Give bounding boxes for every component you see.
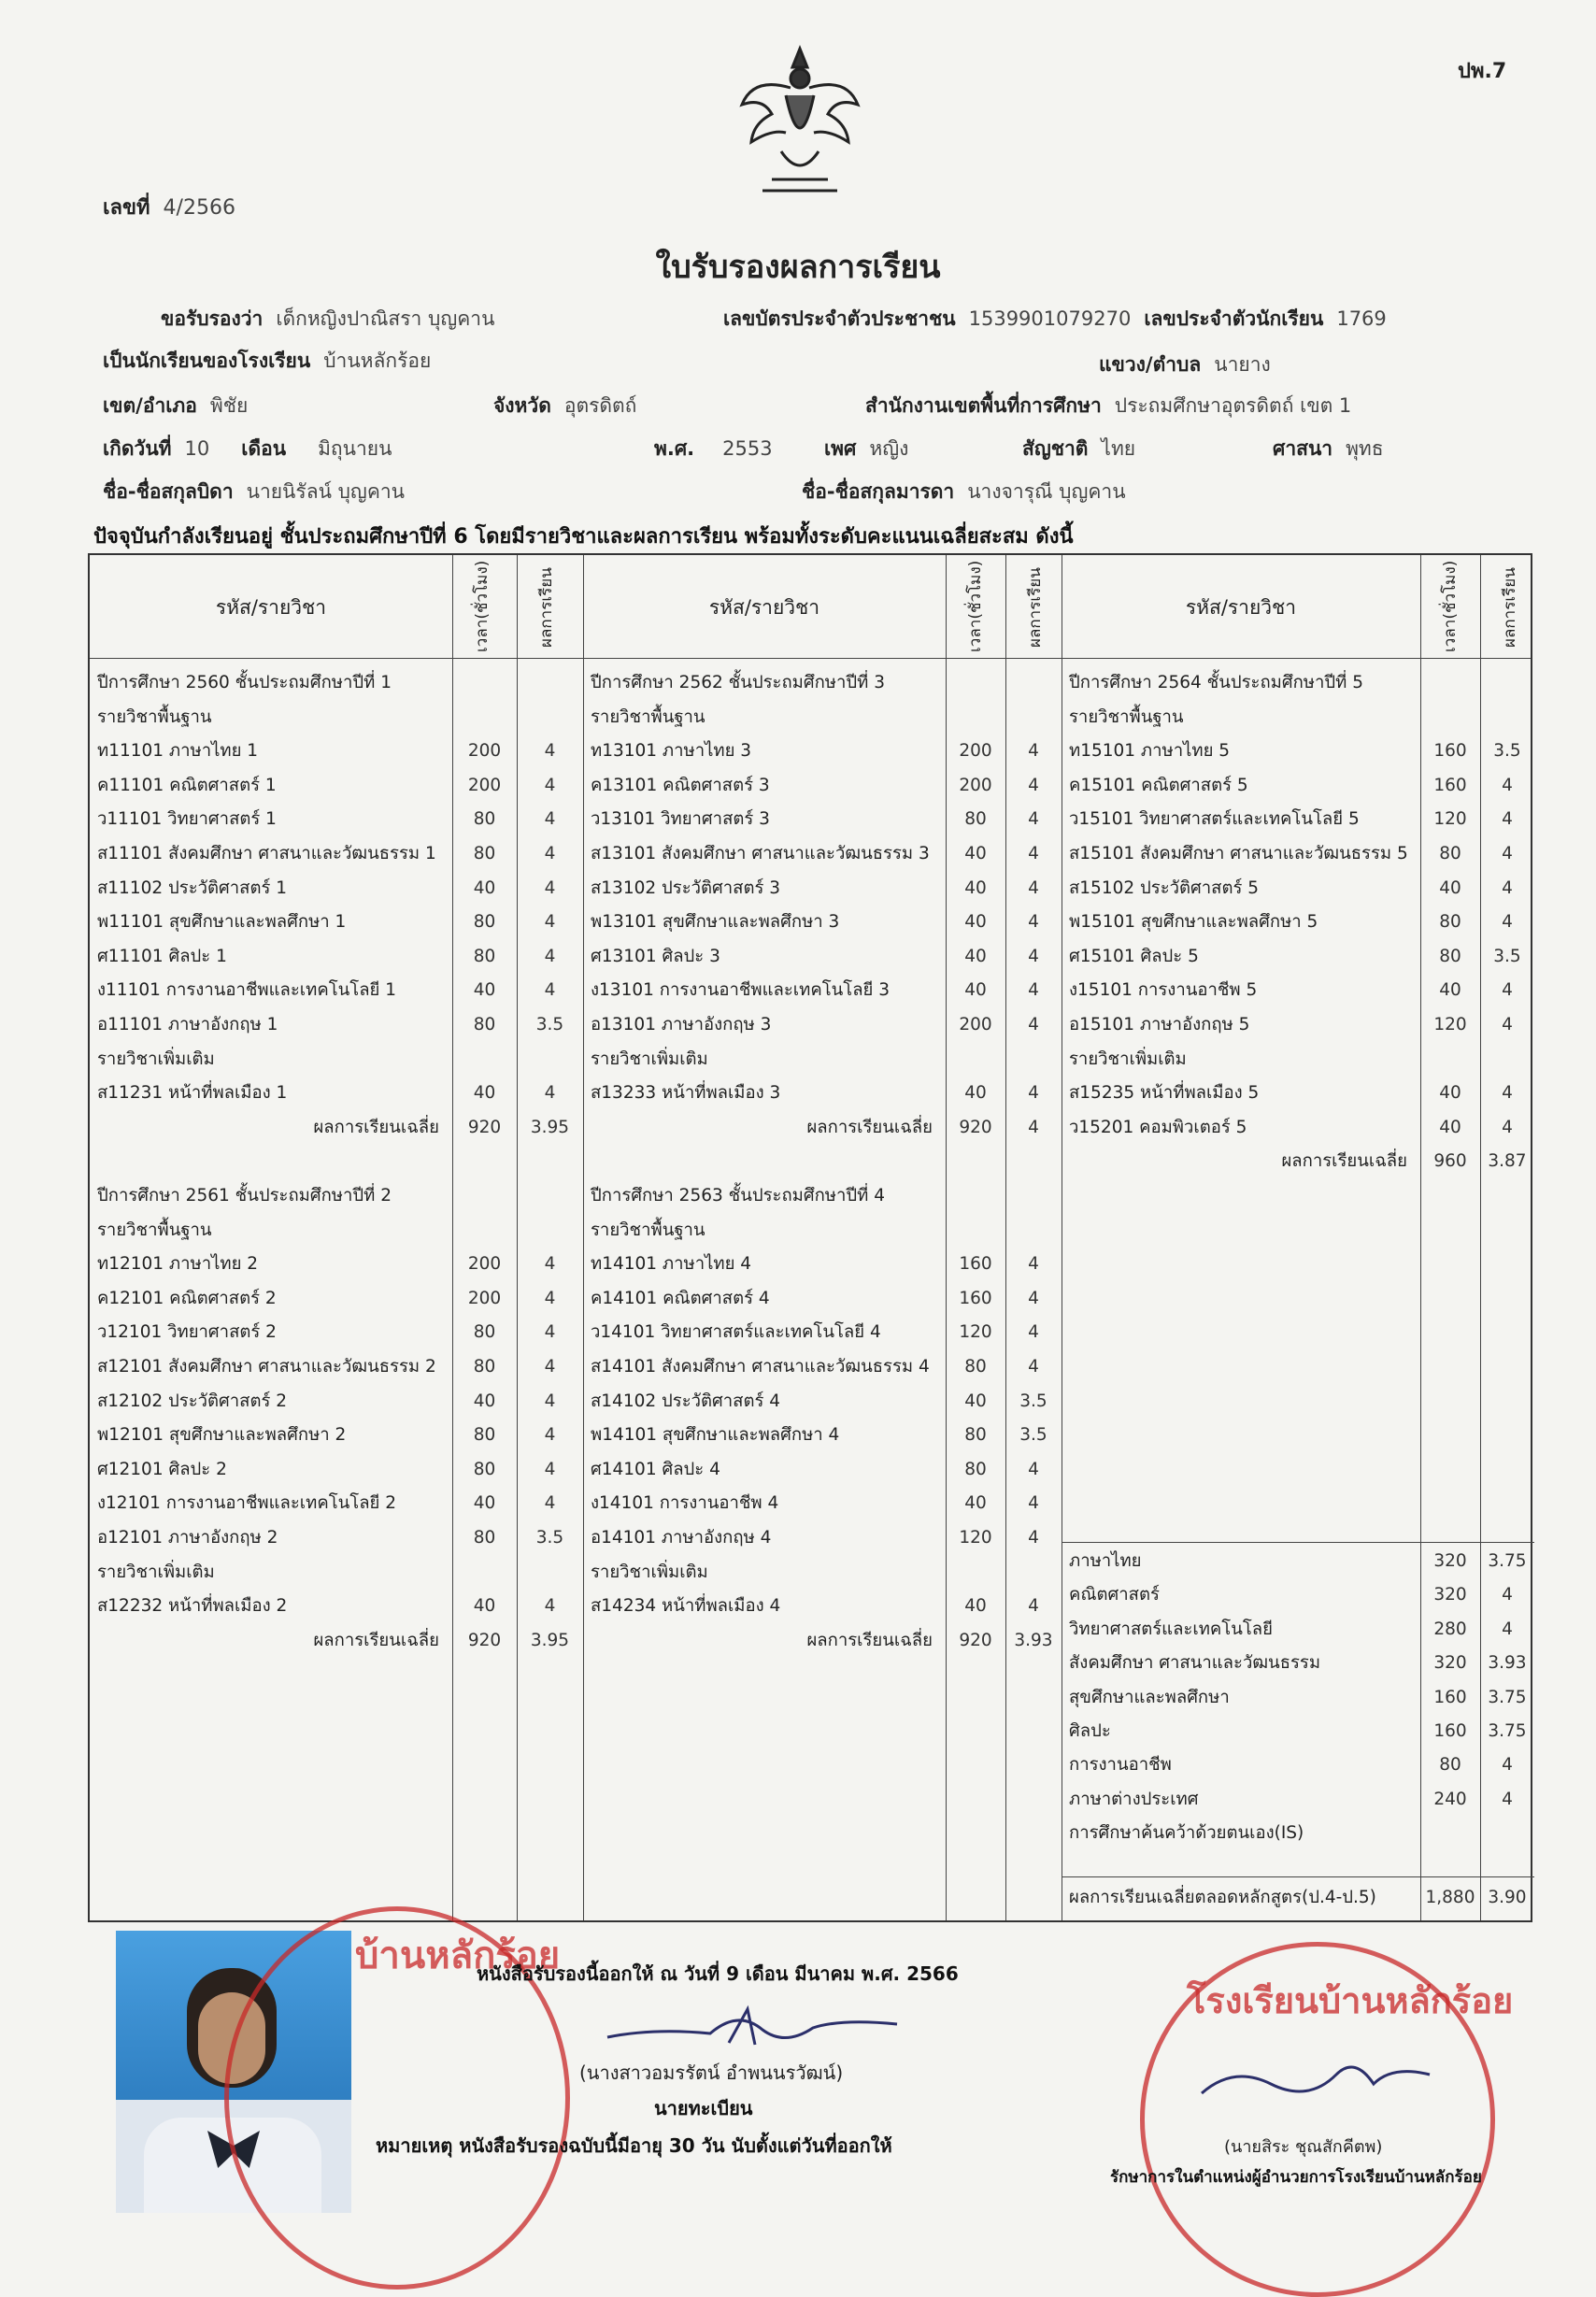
section-heading: รายวิชาเพิ่มเติม — [97, 1049, 215, 1069]
subject-name: ส14234 หน้าที่พลเมือง 4 — [591, 1596, 781, 1617]
summary-grade: 3.75 — [1488, 1551, 1527, 1571]
mother-name: นางจารุณี บุญคาน — [967, 480, 1126, 503]
student-id: 1769 — [1336, 307, 1387, 330]
subject-name: ง13101 การงานอาชีพและเทคโนโลยี 3 — [591, 980, 891, 1001]
subject-name: ส11101 สังคมศึกษา ศาสนาและวัฒนธรรม 1 — [97, 844, 436, 863]
hours-value: 40 — [964, 1493, 987, 1514]
hours-value: 80 — [473, 1425, 496, 1446]
summary-grade: 4 — [1502, 1619, 1513, 1639]
summary-subject: การศึกษาค้นคว้าด้วยตนเอง(IS) — [1069, 1823, 1304, 1844]
header-hours: เวลา(ชั่วโมง) — [473, 560, 492, 652]
section-heading: ปีการศึกษา 2562 ชั้นประถมศึกษาปีที่ 3 — [591, 673, 885, 692]
summary-subject: สังคมศึกษา ศาสนาและวัฒนธรรม — [1069, 1653, 1321, 1674]
summary-grade: 3.75 — [1488, 1721, 1527, 1741]
subdistrict-label: แขวง/ตำบล — [1099, 353, 1202, 376]
grades-table — [88, 553, 1532, 1922]
grade-value: 3.5 — [1019, 1425, 1047, 1446]
school-label: เป็นนักเรียนของโรงเรียน — [103, 350, 311, 372]
birth-day: 10 — [184, 437, 210, 460]
grade-value: 4 — [544, 1083, 556, 1104]
hours-value: 960 — [1433, 1151, 1467, 1172]
garuda-emblem-icon — [734, 39, 865, 198]
hours-value: 40 — [964, 1596, 987, 1617]
hours-value: 40 — [1439, 877, 1461, 898]
summary-grade: 3.75 — [1488, 1687, 1527, 1707]
average-label: ผลการเรียนเฉลี่ย — [313, 1630, 439, 1650]
subdistrict: นายาง — [1214, 353, 1271, 376]
hours-value: 80 — [473, 912, 496, 933]
subject-name: ส13233 หน้าที่พลเมือง 3 — [591, 1083, 781, 1104]
province: อุตรดิตถ์ — [563, 394, 637, 417]
summary-subject: คณิตศาสตร์ — [1069, 1585, 1160, 1605]
hours-value: 80 — [473, 1528, 496, 1548]
birth-month-label: เดือน — [241, 437, 287, 460]
header-hours: เวลา(ชั่วโมง) — [966, 560, 985, 652]
hours-value: 80 — [964, 1425, 987, 1446]
summary-rule — [1062, 1542, 1534, 1543]
overall-hours: 1,880 — [1425, 1888, 1475, 1907]
subject-name: พ15101 สุขศึกษาและพลศึกษา 5 — [1069, 912, 1318, 933]
hours-value: 40 — [473, 1083, 496, 1104]
summary-subject: การงานอาชีพ — [1069, 1755, 1172, 1776]
summary-grade: 4 — [1502, 1755, 1513, 1776]
hours-value: 80 — [964, 1357, 987, 1377]
summary-hours: 240 — [1433, 1789, 1467, 1809]
subject-name: ง12101 การงานอาชีพและเทคโนโลยี 2 — [97, 1493, 397, 1514]
form-code: ปพ.7 — [1458, 60, 1507, 83]
subject-name: ว12101 วิทยาศาสตร์ 2 — [97, 1322, 277, 1343]
hours-value: 40 — [1439, 980, 1461, 1001]
grade-value: 4 — [544, 1459, 556, 1479]
grade-value: 4 — [544, 1391, 556, 1411]
hours-value: 200 — [467, 775, 502, 795]
subject-name: ท13101 ภาษาไทย 3 — [591, 741, 752, 762]
grade-value: 4 — [1502, 912, 1513, 933]
grade-value: 3.87 — [1488, 1151, 1527, 1172]
grade-value: 4 — [1028, 1528, 1039, 1548]
hours-value: 920 — [959, 1117, 992, 1137]
nationality-label: สัญชาติ — [1022, 437, 1089, 460]
overall-label: ผลการเรียนเฉลี่ยตลอดหลักสูตร(ป.4-ป.5) — [1069, 1888, 1376, 1907]
grade-value: 4 — [1028, 1596, 1039, 1617]
grade-value: 3.93 — [1014, 1630, 1053, 1650]
summary-subject: วิทยาศาสตร์และเทคโนโลยี — [1069, 1619, 1273, 1639]
hours-value: 80 — [1439, 844, 1461, 863]
subject-name: ค13101 คณิตศาสตร์ 3 — [591, 775, 770, 795]
birth-year: 2553 — [722, 437, 773, 460]
hours-value: 200 — [467, 741, 502, 762]
grade-value: 3.5 — [1493, 741, 1521, 762]
grade-value: 4 — [544, 1322, 556, 1343]
grade-value: 3.5 — [535, 1528, 564, 1548]
birth-year-label: พ.ศ. — [654, 437, 695, 460]
summary-hours: 320 — [1433, 1653, 1467, 1674]
hours-value: 40 — [473, 1493, 496, 1514]
doc-no: 4/2566 — [163, 196, 235, 220]
grade-value: 4 — [1502, 1015, 1513, 1034]
subject-name: ส15235 หน้าที่พลเมือง 5 — [1069, 1083, 1260, 1104]
section-heading: ปีการศึกษา 2560 ชั้นประถมศึกษาปีที่ 1 — [97, 673, 392, 692]
section-heading: รายวิชาเพิ่มเติม — [591, 1562, 708, 1582]
subject-name: อ12101 ภาษาอังกฤษ 2 — [97, 1528, 278, 1548]
grade-value: 4 — [544, 912, 556, 933]
grade-value: 4 — [1028, 1493, 1039, 1514]
subject-name: ว11101 วิทยาศาสตร์ 1 — [97, 809, 277, 830]
director-name: (นายสิระ ชุณสักคีตพ) — [1224, 2137, 1383, 2157]
grade-value: 4 — [1502, 877, 1513, 898]
summary-grade: 4 — [1502, 1789, 1513, 1809]
grade-value: 4 — [544, 1425, 556, 1446]
subject-name: พ11101 สุขศึกษาและพลศึกษา 1 — [97, 912, 347, 933]
subject-name: ส11102 ประวัติศาสตร์ 1 — [97, 877, 288, 898]
nationality: ไทย — [1101, 437, 1136, 460]
birth-month: มิถุนายน — [318, 437, 392, 460]
hours-value: 160 — [1433, 741, 1467, 762]
subject-name: พ14101 สุขศึกษาและพลศึกษา 4 — [591, 1425, 840, 1446]
grade-value: 4 — [1502, 844, 1513, 863]
section-heading: รายวิชาพื้นฐาน — [97, 1220, 212, 1240]
grade-value: 4 — [1028, 946, 1039, 966]
header-subject: รหัส/รายวิชา — [215, 596, 327, 619]
hours-value: 40 — [964, 1391, 987, 1411]
subject-name: ส12232 หน้าที่พลเมือง 2 — [97, 1596, 288, 1617]
subject-name: ส14101 สังคมศึกษา ศาสนาและวัฒนธรรม 4 — [591, 1357, 930, 1377]
father-name: นายนิรัลน์ บุญคาน — [246, 480, 406, 503]
grade-value: 4 — [1028, 1083, 1039, 1104]
section-heading: ปีการศึกษา 2561 ชั้นประถมศึกษาปีที่ 2 — [97, 1186, 392, 1206]
hours-value: 200 — [467, 1254, 502, 1275]
average-label: ผลการเรียนเฉลี่ย — [806, 1117, 933, 1137]
hours-value: 920 — [959, 1630, 992, 1650]
hours-value: 920 — [467, 1117, 502, 1137]
subject-name: พ13101 สุขศึกษาและพลศึกษา 3 — [591, 912, 840, 933]
section-heading: รายวิชาพื้นฐาน — [591, 1220, 705, 1240]
summary-subject: ภาษาไทย — [1069, 1551, 1142, 1571]
student-name: เด็กหญิงปาณิสรา บุญคาน — [276, 307, 495, 330]
stamp-text-left: บ้านหลักร้อย — [355, 1934, 561, 1977]
registrar-title: นายทะเบียน — [654, 2097, 753, 2119]
hours-value: 40 — [964, 912, 987, 933]
grade-value: 3.5 — [535, 1015, 564, 1034]
grade-value: 4 — [544, 877, 556, 898]
grade-value: 4 — [544, 1254, 556, 1275]
hours-value: 120 — [959, 1322, 992, 1343]
grade-value: 4 — [1028, 809, 1039, 830]
registrar-signature — [598, 1990, 906, 2065]
subject-name: ส15101 สังคมศึกษา ศาสนาและวัฒนธรรม 5 — [1069, 844, 1408, 863]
summary-grade: 4 — [1502, 1585, 1513, 1605]
director-title: รักษาการในตำแหน่งผู้อำนวยการโรงเรียนบ้านหลักร้อย — [1110, 2168, 1482, 2187]
average-label: ผลการเรียนเฉลี่ย — [1281, 1151, 1407, 1172]
section-heading: รายวิชาเพิ่มเติม — [591, 1049, 708, 1069]
hours-value: 40 — [964, 844, 987, 863]
hours-value: 200 — [959, 775, 992, 795]
birth-day-label: เกิดวันที่ — [103, 437, 172, 460]
subject-name: ศ13101 ศิลปะ 3 — [591, 946, 720, 966]
summary-hours: 320 — [1433, 1551, 1467, 1571]
grade-value: 4 — [544, 809, 556, 830]
district: พิชัย — [209, 394, 249, 417]
father-label: ชื่อ-ชื่อสกุลบิดา — [103, 480, 234, 503]
average-label: ผลการเรียนเฉลี่ย — [313, 1117, 439, 1137]
subject-name: ง14101 การงานอาชีพ 4 — [591, 1493, 779, 1514]
subject-name: อ11101 ภาษาอังกฤษ 1 — [97, 1015, 278, 1034]
doc-no-label: เลขที่ — [103, 196, 150, 220]
grade-value: 4 — [1028, 877, 1039, 898]
hours-value: 40 — [473, 980, 496, 1001]
grade-value: 3.95 — [530, 1117, 570, 1137]
hours-value: 200 — [467, 1288, 502, 1308]
province-label: จังหวัด — [493, 394, 551, 417]
hours-value: 920 — [467, 1630, 502, 1650]
grade-value: 4 — [1028, 1459, 1039, 1479]
grade-value: 4 — [544, 1493, 556, 1514]
stamp-text-right: โรงเรียนบ้านหลักร้อย — [1187, 1980, 1514, 2021]
subject-name: ศ15101 ศิลปะ 5 — [1069, 946, 1199, 966]
hours-value: 40 — [1439, 1117, 1461, 1137]
subject-name: ง15101 การงานอาชีพ 5 — [1069, 980, 1258, 1001]
table-header-rule — [90, 658, 1531, 659]
grade-value: 4 — [1028, 844, 1039, 863]
subject-name: ท14101 ภาษาไทย 4 — [591, 1254, 752, 1275]
header-result: ผลการเรียน — [537, 567, 556, 648]
sex-label: เพศ — [824, 437, 857, 460]
header-subject: รหัส/รายวิชา — [708, 596, 820, 619]
hours-value: 40 — [964, 877, 987, 898]
grade-value: 3.95 — [530, 1630, 570, 1650]
subject-name: ศ12101 ศิลปะ 2 — [97, 1459, 227, 1479]
header-result: ผลการเรียน — [1501, 567, 1519, 648]
grade-value: 4 — [1028, 1357, 1039, 1377]
section-heading: ปีการศึกษา 2564 ชั้นประถมศึกษาปีที่ 5 — [1069, 673, 1363, 692]
section-heading: รายวิชาเพิ่มเติม — [97, 1562, 215, 1582]
subject-name: ค14101 คณิตศาสตร์ 4 — [591, 1288, 770, 1308]
grade-value: 4 — [1028, 1015, 1039, 1034]
grade-value: 4 — [1028, 1322, 1039, 1343]
validity-note: หมายเหตุ หนังสือรับรองฉบับนี้มีอายุ 30 วัน นับตั้งแต่วันที่ออกให้ — [376, 2134, 892, 2157]
mother-label: ชื่อ-ชื่อสกุลมารดา — [802, 480, 955, 503]
subject-name: ส12102 ประวัติศาสตร์ 2 — [97, 1391, 288, 1411]
office: ประถมศึกษาอุตรดิตถ์ เขต 1 — [1114, 394, 1352, 417]
grade-value: 4 — [544, 1596, 556, 1617]
table-divider — [583, 555, 584, 1920]
summary-grade: 3.93 — [1488, 1653, 1527, 1674]
subject-name: ส15102 ประวัติศาสตร์ 5 — [1069, 877, 1260, 898]
grade-value: 4 — [1502, 775, 1513, 795]
summary-hours: 320 — [1433, 1585, 1467, 1605]
header-hours: เวลา(ชั่วโมง) — [1441, 560, 1460, 652]
hours-value: 80 — [473, 1322, 496, 1343]
office-label: สำนักงานเขตพื้นที่การศึกษา — [865, 394, 1102, 417]
page-title: ใบรับรองผลการเรียน — [655, 249, 941, 286]
subject-name: ค15101 คณิตศาสตร์ 5 — [1069, 775, 1248, 795]
grade-value: 4 — [1028, 1288, 1039, 1308]
overall-rule — [1062, 1876, 1534, 1877]
grade-value: 4 — [1502, 1117, 1513, 1137]
grade-value: 4 — [1028, 775, 1039, 795]
hours-value: 200 — [959, 1015, 992, 1034]
grade-value: 3.5 — [1019, 1391, 1047, 1411]
hours-value: 160 — [959, 1288, 992, 1308]
hours-value: 40 — [473, 1596, 496, 1617]
id-card-label: เลขบัตรประจำตัวประชาชน — [723, 307, 956, 330]
hours-value: 40 — [964, 1083, 987, 1104]
hours-value: 80 — [473, 1357, 496, 1377]
student-id-label: เลขประจำตัวนักเรียน — [1144, 307, 1324, 330]
hours-value: 120 — [1433, 1015, 1467, 1034]
subject-name: อ13101 ภาษาอังกฤษ 3 — [591, 1015, 772, 1034]
grade-value: 4 — [1502, 1083, 1513, 1104]
subject-name: ว15201 คอมพิวเตอร์ 5 — [1069, 1117, 1247, 1137]
hours-value: 160 — [959, 1254, 992, 1275]
section-heading: รายวิชาพื้นฐาน — [97, 706, 212, 727]
subject-name: ส11231 หน้าที่พลเมือง 1 — [97, 1083, 288, 1104]
header-subject: รหัส/รายวิชา — [1185, 596, 1297, 619]
registrar-name: (นางสาวอมรรัตน์ อำพนนรวัฒน์) — [579, 2062, 844, 2084]
summary-subject: สุขศึกษาและพลศึกษา — [1069, 1687, 1230, 1707]
district-label: เขต/อำเภอ — [103, 394, 197, 417]
summary-hours: 160 — [1433, 1687, 1467, 1707]
grade-value: 4 — [1028, 741, 1039, 762]
hours-value: 40 — [964, 946, 987, 966]
subject-name: ท15101 ภาษาไทย 5 — [1069, 741, 1231, 762]
hours-value: 80 — [473, 946, 496, 966]
id-card: 1539901079270 — [968, 307, 1132, 330]
grade-value: 4 — [1028, 1254, 1039, 1275]
grade-value: 4 — [544, 1288, 556, 1308]
religion: พุทธ — [1346, 437, 1384, 460]
hours-value: 80 — [1439, 946, 1461, 966]
subject-name: ท11101 ภาษาไทย 1 — [97, 741, 259, 762]
subject-name: ค12101 คณิตศาสตร์ 2 — [97, 1288, 277, 1308]
section-heading: รายวิชาพื้นฐาน — [591, 706, 705, 727]
subject-name: ส12101 สังคมศึกษา ศาสนาและวัฒนธรรม 2 — [97, 1357, 436, 1377]
grade-value: 3.5 — [1493, 946, 1521, 966]
summary-hours: 280 — [1433, 1619, 1467, 1639]
grade-value: 4 — [544, 741, 556, 762]
subject-name: ง11101 การงานอาชีพและเทคโนโลยี 1 — [97, 980, 397, 1001]
hours-value: 120 — [959, 1528, 992, 1548]
subject-name: อ15101 ภาษาอังกฤษ 5 — [1069, 1015, 1250, 1034]
subject-name: ว14101 วิทยาศาสตร์และเทคโนโลยี 4 — [591, 1322, 881, 1343]
subject-name: ว13101 วิทยาศาสตร์ 3 — [591, 809, 770, 830]
hours-value: 40 — [1439, 1083, 1461, 1104]
cert-label: ขอรับรองว่า — [161, 307, 264, 330]
hours-value: 80 — [473, 844, 496, 863]
summary-hours: 160 — [1433, 1721, 1467, 1741]
subject-name: อ14101 ภาษาอังกฤษ 4 — [591, 1528, 772, 1548]
section-heading: รายวิชาเพิ่มเติม — [1069, 1049, 1187, 1069]
hours-value: 80 — [964, 809, 987, 830]
grade-value: 4 — [1028, 912, 1039, 933]
issue-date: หนังสือรับรองนี้ออกให้ ณ วันที่ 9 เดือน มีนาคม พ.ศ. 2566 — [477, 1962, 959, 1985]
overall-grade: 3.90 — [1488, 1888, 1527, 1907]
grade-value: 4 — [1028, 980, 1039, 1001]
average-label: ผลการเรียนเฉลี่ย — [806, 1630, 933, 1650]
grade-value: 4 — [544, 1357, 556, 1377]
hours-value: 40 — [473, 877, 496, 898]
summary-subject: ศิลปะ — [1069, 1721, 1111, 1741]
grade-value: 4 — [1502, 809, 1513, 830]
hours-value: 80 — [473, 1015, 496, 1034]
subject-name: ส13102 ประวัติศาสตร์ 3 — [591, 877, 781, 898]
hours-value: 80 — [473, 809, 496, 830]
section-heading: ปีการศึกษา 2563 ชั้นประถมศึกษาปีที่ 4 — [591, 1186, 885, 1206]
summary-subject: ภาษาต่างประเทศ — [1069, 1789, 1199, 1809]
hours-value: 80 — [1439, 912, 1461, 933]
hours-value: 40 — [964, 980, 987, 1001]
director-signature — [1196, 2037, 1439, 2112]
hours-value: 120 — [1433, 809, 1467, 830]
section-heading: รายวิชาพื้นฐาน — [1069, 706, 1184, 727]
current-status: ปัจจุบันกำลังเรียนอยู่ ชั้นประถมศึกษาปีที่ 6 โดยมีรายวิชาและผลการเรียน พร้อมทั้งระดับคะแนนเฉลี่ยสะสม ดังนี้ — [93, 525, 1074, 549]
subject-name: ท12101 ภาษาไทย 2 — [97, 1254, 259, 1275]
grade-value: 4 — [1502, 980, 1513, 1001]
school-name: บ้านหลักร้อย — [323, 350, 432, 372]
subject-name: ว15101 วิทยาศาสตร์และเทคโนโลยี 5 — [1069, 809, 1360, 830]
hours-value: 40 — [473, 1391, 496, 1411]
summary-hours: 80 — [1439, 1755, 1461, 1776]
subject-name: ส14102 ประวัติศาสตร์ 4 — [591, 1391, 781, 1411]
grade-value: 4 — [544, 844, 556, 863]
hours-value: 200 — [959, 741, 992, 762]
grade-value: 4 — [544, 946, 556, 966]
hours-value: 160 — [1433, 775, 1467, 795]
grade-value: 4 — [544, 980, 556, 1001]
subject-name: ศ11101 ศิลปะ 1 — [97, 946, 227, 966]
subject-name: ศ14101 ศิลปะ 4 — [591, 1459, 720, 1479]
subject-name: ส13101 สังคมศึกษา ศาสนาและวัฒนธรรม 3 — [591, 844, 930, 863]
sex: หญิง — [869, 437, 909, 460]
subject-name: พ12101 สุขศึกษาและพลศึกษา 2 — [97, 1425, 347, 1446]
header-result: ผลการเรียน — [1026, 567, 1045, 648]
grade-value: 4 — [1028, 1117, 1039, 1137]
hours-value: 80 — [964, 1459, 987, 1479]
hours-value: 80 — [473, 1459, 496, 1479]
grade-value: 4 — [544, 775, 556, 795]
religion-label: ศาสนา — [1273, 437, 1333, 460]
subject-name: ค11101 คณิตศาสตร์ 1 — [97, 775, 277, 795]
